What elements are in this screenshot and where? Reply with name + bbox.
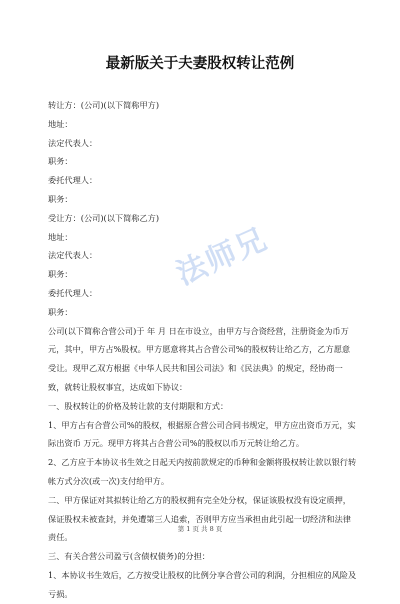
section-1-clause-2: 2、乙方应于本协议书生效之日起天内按前款规定的币种和金额将股权转让款以银行转帐方式分次(或一次)支付给甲方。 xyxy=(48,457,357,486)
transferee-address: 地址： xyxy=(48,231,73,242)
section-3-heading: 三、有关合营公司盈亏(含债权债务)的分担： xyxy=(48,551,210,562)
transferor-agent: 委托代理人： xyxy=(48,175,98,186)
preamble-paragraph: 公司(以下简称合营公司)于 年 月 日在市设立，由甲方与合资经营，注册资金为币万元，其中，甲方占%股权。甲方愿意将其占合营公司%的股权转让给乙方，乙方愿意受让。现甲乙双方根据《中华人民共和国公司法》和《民法典》的规定，经协商一致，就转让股权事宜，达成如下协议： xyxy=(48,325,351,392)
section-3-clause-1: 1、本协议书生效后，乙方按受让股权的比例分享合营公司的利润，分担相应的风险及亏损。 xyxy=(48,569,357,599)
section-1-clause-1: 1、甲方占有合营公司%的股权，根据原合营公司合同书规定，甲方应出资币万元，实际出资币 万元。现甲方将其占合营公司%的股权以币万元转让给乙方。 xyxy=(48,419,356,449)
transferee-legal-rep-title: 职务： xyxy=(48,269,73,280)
transferor-line: 转让方：(公司)(以下简称甲方) xyxy=(48,100,160,110)
transferee-agent: 委托代理人： xyxy=(48,287,98,298)
transferor-legal-rep-title: 职务： xyxy=(48,156,73,167)
transferor-agent-title: 职务： xyxy=(48,193,73,204)
page-number: 第 1 页 共 8 页 xyxy=(177,525,223,533)
transferee-legal-rep: 法定代表人： xyxy=(48,250,98,261)
transferor-address: 地址： xyxy=(48,118,73,129)
transferee-agent-title: 职务： xyxy=(48,306,73,317)
section-1-heading: 一、股权转让的价格及转让款的支付期限和方式： xyxy=(48,400,229,411)
document-title: 最新版关于夫妻股权转让范例 xyxy=(105,56,295,72)
watermark-logo: 法师兄 xyxy=(171,221,274,293)
transferor-legal-rep: 法定代表人： xyxy=(48,137,98,148)
transferee-line: 受让方：(公司)(以下简称乙方) xyxy=(48,212,160,223)
section-2-paragraph: 二、甲方保证对其拟转让给乙方的股权拥有完全处分权，保证该股权没有设定质押，保证股权未被查封，并免遭第三人追索，否则甲方应当承担由此引起一切经济和法律责任。 xyxy=(48,494,351,543)
